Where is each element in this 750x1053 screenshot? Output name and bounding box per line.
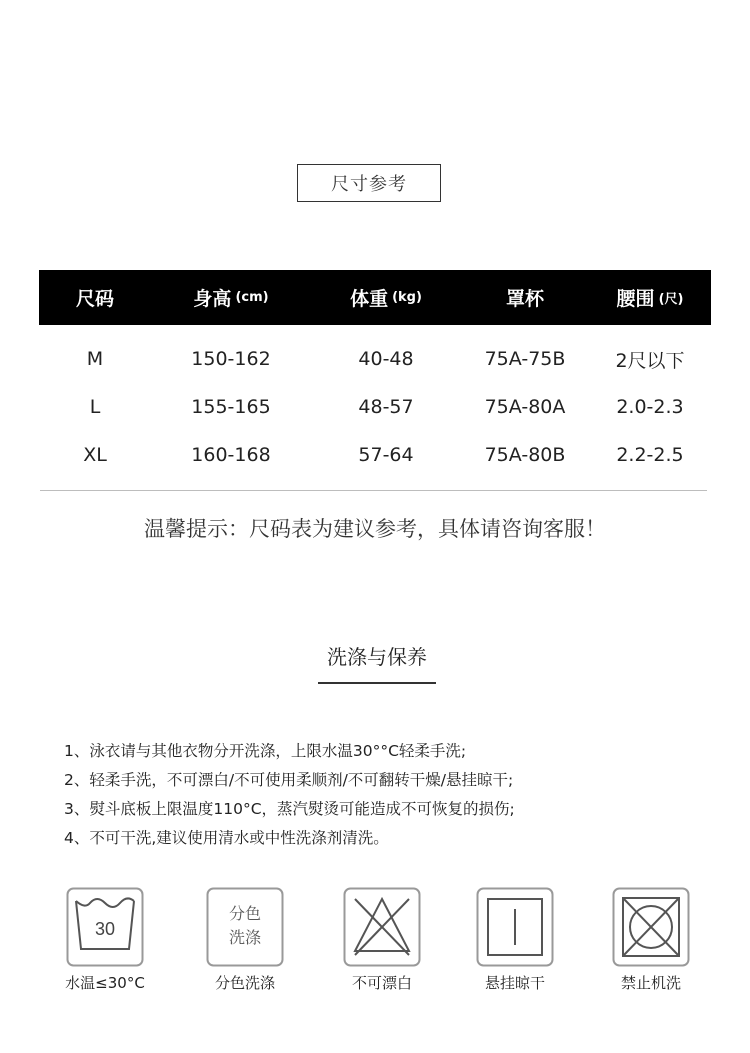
icon-label: 分色洗涤: [214, 974, 275, 992]
size-table: [39, 270, 711, 479]
care-instructions: [64, 737, 704, 853]
wash-30-icon: [66, 887, 144, 967]
cell-waist: 2.0-2.3: [616, 396, 684, 418]
cell-height: 160-168: [191, 444, 271, 466]
no-machine-wash-icon: [612, 887, 690, 967]
cell-cup: 75A-80A: [484, 396, 566, 418]
cell-waist: 2.2-2.5: [616, 444, 684, 466]
separate-wash-text-1: 分色: [228, 904, 262, 923]
header-height-unit: (cm): [235, 290, 269, 305]
header-weight-unit: (kg): [392, 290, 422, 305]
section-divider: [40, 490, 707, 491]
header-waist-unit: (尺): [658, 292, 684, 307]
header-waist-label: 腰围: [616, 288, 655, 310]
header-waist: [589, 284, 711, 311]
cell-weight: 48-57: [358, 396, 414, 418]
icon-label: 水温≤30°C: [65, 974, 145, 992]
separate-wash-icon: [206, 887, 284, 967]
header-cup-label: 罩杯: [505, 288, 544, 310]
cell-height: 150-162: [191, 348, 271, 370]
header-weight: [311, 284, 461, 311]
header-size: [39, 284, 151, 311]
table-row: [39, 335, 711, 383]
separate-wash-text-2: 洗涤: [228, 928, 262, 947]
care-item: 1、泳衣请与其他衣物分开洗涤，上限水温30°°C轻柔手洗;: [64, 742, 467, 760]
cell-size: M: [86, 348, 104, 370]
cell-cup: 75A-75B: [484, 348, 566, 370]
cell-cup: 75A-80B: [484, 444, 566, 466]
care-item: 4、不可干洗,建议使用清水或中性洗涤剂清洗。: [64, 829, 389, 847]
no-bleach-icon: [343, 887, 421, 967]
icon-label: 不可漂白: [351, 974, 412, 992]
table-body: [39, 325, 711, 479]
cell-waist: 2尺以下: [615, 349, 685, 372]
table-row: [39, 431, 711, 479]
cell-weight: 57-64: [358, 444, 414, 466]
icon-label: 悬挂晾干: [484, 974, 545, 992]
header-height-label: 身高: [193, 288, 232, 310]
header-size-label: 尺码: [75, 288, 114, 310]
care-item: 3、熨斗底板上限温度110°C，蒸汽熨烫可能造成不可恢复的损伤;: [64, 800, 515, 818]
header-cup: [461, 284, 589, 311]
cell-size: XL: [83, 444, 107, 466]
care-title: 洗涤与保养: [327, 645, 427, 669]
table-header: [39, 270, 711, 325]
cell-height: 155-165: [191, 396, 271, 418]
header-weight-label: 体重: [350, 288, 389, 310]
wash-temp-text: 30: [94, 919, 116, 939]
care-item: 2、轻柔手洗，不可漂白/不可使用柔顺剂/不可翻转干燥/悬挂晾干;: [64, 771, 514, 789]
cell-weight: 40-48: [358, 348, 414, 370]
icon-label: 禁止机洗: [620, 974, 681, 992]
size-tip: 温馨提示：尺码表为建议参考，具体请咨询客服！: [144, 517, 606, 541]
size-reference-title: 尺寸参考: [297, 164, 441, 202]
table-row: [39, 383, 711, 431]
cell-size: L: [89, 396, 101, 418]
header-height: [151, 284, 311, 311]
care-title-underline: [318, 682, 436, 684]
line-dry-icon: [476, 887, 554, 967]
